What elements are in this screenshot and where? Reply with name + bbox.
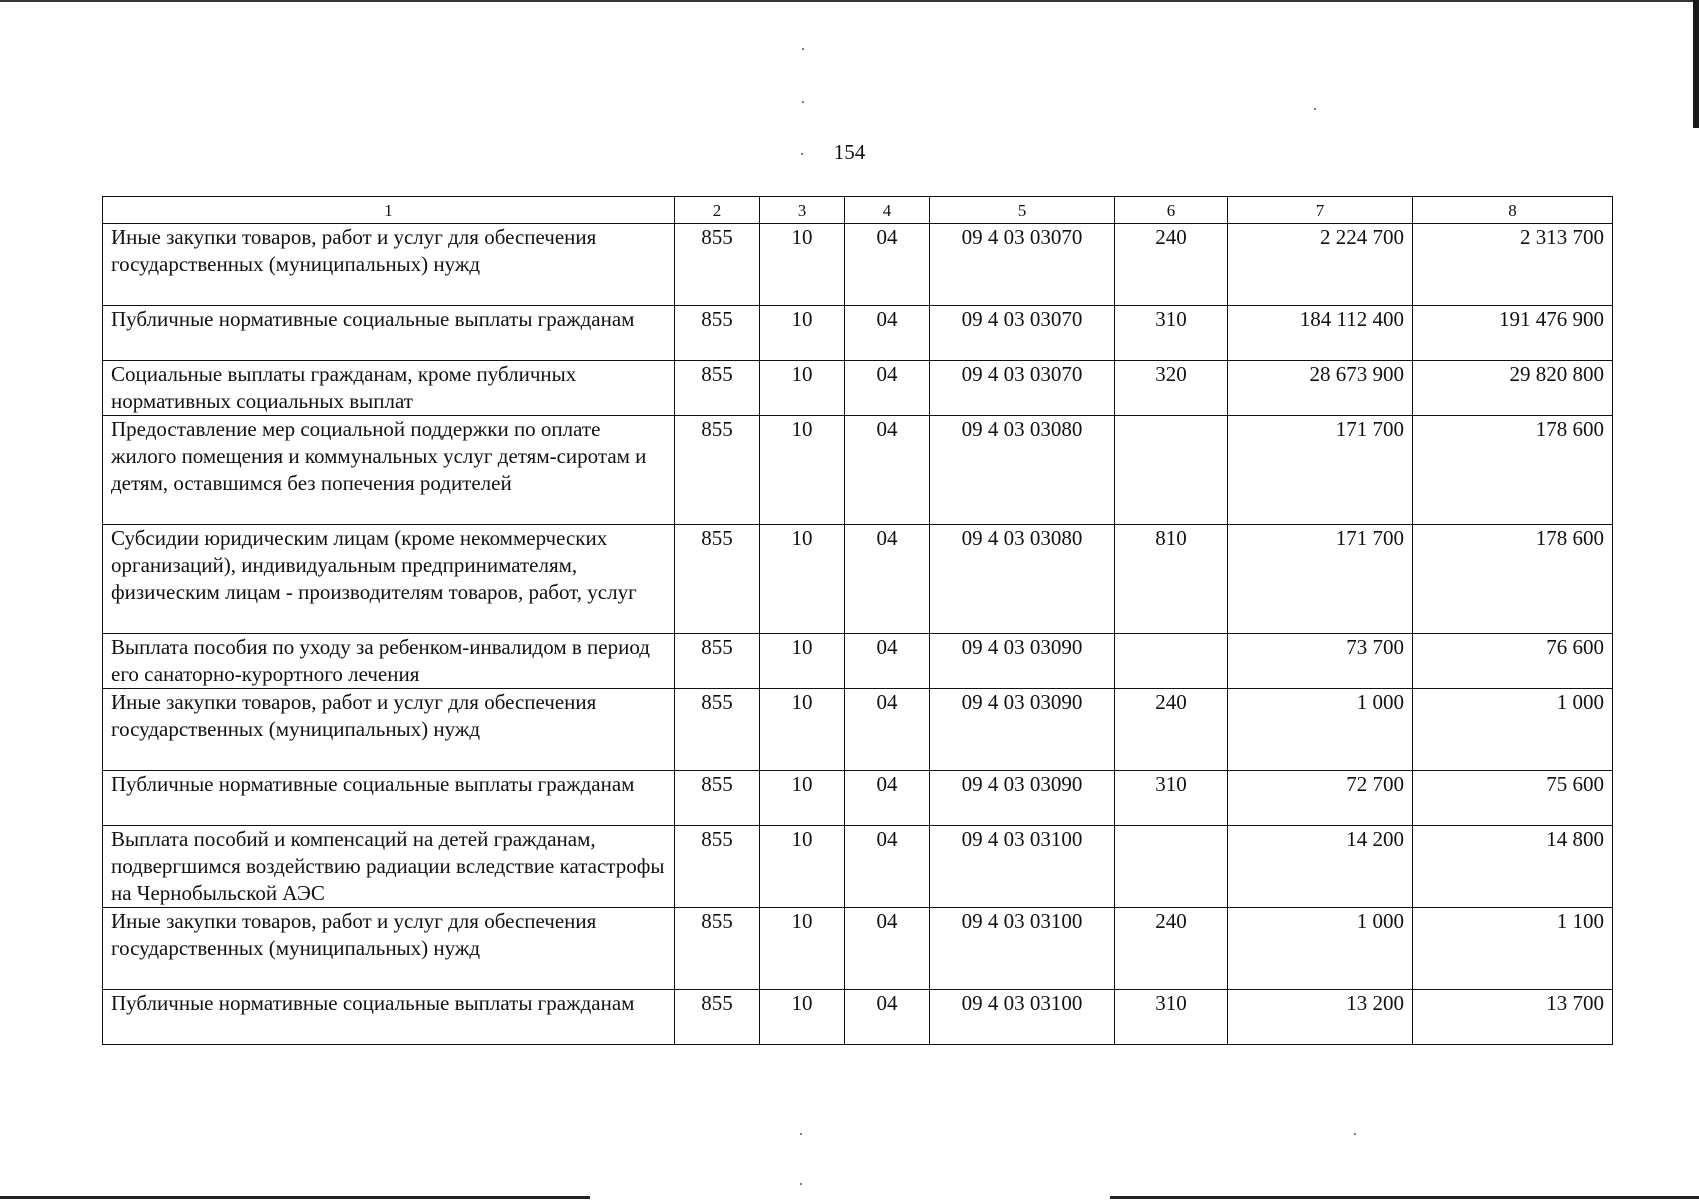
row-col2: 855 <box>675 634 760 689</box>
table-header <box>103 197 1613 224</box>
row-col4: 04 <box>845 525 930 634</box>
row-col5: 09 4 03 03070 <box>930 224 1115 306</box>
row-col4: 04 <box>845 416 930 525</box>
header-col-4: 4 <box>845 197 930 224</box>
table-body <box>103 224 1613 1045</box>
row-col7: 73 700 <box>1228 634 1413 689</box>
row-col2: 855 <box>675 525 760 634</box>
table-row <box>103 826 1613 908</box>
table-row <box>103 689 1613 771</box>
table-row <box>103 306 1613 361</box>
row-col6 <box>1115 634 1228 689</box>
budget-table <box>102 196 1613 1045</box>
row-col8: 29 820 800 <box>1413 361 1613 416</box>
row-col7: 2 224 700 <box>1228 224 1413 306</box>
header-col-2: 2 <box>675 197 760 224</box>
row-col4: 04 <box>845 689 930 771</box>
table-row <box>103 634 1613 689</box>
row-description: Иные закупки товаров, работ и услуг для обеспечения государственных (муниципальных) нужд <box>103 224 675 306</box>
scan-speck <box>802 101 804 103</box>
header-col-3: 3 <box>760 197 845 224</box>
bottom-rule-left <box>0 1196 590 1199</box>
row-col2: 855 <box>675 908 760 990</box>
row-col2: 855 <box>675 361 760 416</box>
row-col7: 1 000 <box>1228 689 1413 771</box>
row-col2: 855 <box>675 224 760 306</box>
row-col4: 04 <box>845 826 930 908</box>
row-col5: 09 4 03 03080 <box>930 525 1115 634</box>
scan-speck <box>800 1133 802 1135</box>
row-description: Выплата пособия по уходу за ребенком-инвалидом в период его санаторно-курортного лечения <box>103 634 675 689</box>
row-col8: 178 600 <box>1413 525 1613 634</box>
row-col7: 171 700 <box>1228 525 1413 634</box>
page-number: 154 <box>833 140 866 164</box>
row-col3: 10 <box>760 826 845 908</box>
row-col4: 04 <box>845 990 930 1045</box>
row-col8: 191 476 900 <box>1413 306 1613 361</box>
row-col7: 13 200 <box>1228 990 1413 1045</box>
row-col6: 810 <box>1115 525 1228 634</box>
row-col4: 04 <box>845 634 930 689</box>
table-row <box>103 361 1613 416</box>
row-description: Иные закупки товаров, работ и услуг для обеспечения государственных (муниципальных) нужд <box>103 689 675 771</box>
row-col2: 855 <box>675 689 760 771</box>
row-col5: 09 4 03 03100 <box>930 826 1115 908</box>
row-col5: 09 4 03 03080 <box>930 416 1115 525</box>
row-col8: 2 313 700 <box>1413 224 1613 306</box>
table-row <box>103 416 1613 525</box>
row-description: Социальные выплаты гражданам, кроме публичных нормативных социальных выплат <box>103 361 675 416</box>
row-col4: 04 <box>845 306 930 361</box>
row-col7: 28 673 900 <box>1228 361 1413 416</box>
scan-speck <box>1354 1133 1356 1135</box>
scan-top-edge <box>0 0 1699 2</box>
row-col3: 10 <box>760 689 845 771</box>
row-col7: 171 700 <box>1228 416 1413 525</box>
row-col8: 13 700 <box>1413 990 1613 1045</box>
row-col3: 10 <box>760 908 845 990</box>
row-col2: 855 <box>675 826 760 908</box>
row-col8: 1 100 <box>1413 908 1613 990</box>
row-description: Предоставление мер социальной поддержки по оплате жилого помещения и коммунальных услуг детям-сиротам и детям, оставшимся без попечения родителей <box>103 416 675 525</box>
row-description: Публичные нормативные социальные выплаты гражданам <box>103 771 675 826</box>
table-row <box>103 908 1613 990</box>
row-col5: 09 4 03 03090 <box>930 771 1115 826</box>
row-col6: 310 <box>1115 771 1228 826</box>
row-col8: 178 600 <box>1413 416 1613 525</box>
bottom-rule-right <box>1110 1196 1699 1199</box>
row-col2: 855 <box>675 416 760 525</box>
row-col4: 04 <box>845 224 930 306</box>
header-col-8: 8 <box>1413 197 1613 224</box>
row-col7: 14 200 <box>1228 826 1413 908</box>
scan-right-edge <box>1693 0 1699 128</box>
row-col4: 04 <box>845 361 930 416</box>
row-col8: 76 600 <box>1413 634 1613 689</box>
row-col5: 09 4 03 03090 <box>930 689 1115 771</box>
table-row <box>103 771 1613 826</box>
header-col-6: 6 <box>1115 197 1228 224</box>
row-col6 <box>1115 826 1228 908</box>
row-col4: 04 <box>845 908 930 990</box>
row-col2: 855 <box>675 990 760 1045</box>
row-col8: 75 600 <box>1413 771 1613 826</box>
header-col-7: 7 <box>1228 197 1413 224</box>
row-description: Выплата пособий и компенсаций на детей гражданам, подвергшимся воздействию радиации вследствие катастрофы на Чернобыльской АЭС <box>103 826 675 908</box>
row-col7: 184 112 400 <box>1228 306 1413 361</box>
scan-speck <box>802 48 804 50</box>
row-col5: 09 4 03 03090 <box>930 634 1115 689</box>
row-col6 <box>1115 416 1228 525</box>
row-col3: 10 <box>760 361 845 416</box>
row-col5: 09 4 03 03070 <box>930 361 1115 416</box>
row-col3: 10 <box>760 224 845 306</box>
row-col3: 10 <box>760 634 845 689</box>
row-col4: 04 <box>845 771 930 826</box>
row-description: Публичные нормативные социальные выплаты гражданам <box>103 306 675 361</box>
row-col7: 72 700 <box>1228 771 1413 826</box>
table-row <box>103 525 1613 634</box>
row-col3: 10 <box>760 306 845 361</box>
row-col2: 855 <box>675 306 760 361</box>
row-col7: 1 000 <box>1228 908 1413 990</box>
row-col2: 855 <box>675 771 760 826</box>
row-col6: 320 <box>1115 361 1228 416</box>
row-description: Публичные нормативные социальные выплаты гражданам <box>103 990 675 1045</box>
row-col5: 09 4 03 03070 <box>930 306 1115 361</box>
scan-speck <box>1314 108 1316 110</box>
row-col6: 240 <box>1115 908 1228 990</box>
row-col6: 240 <box>1115 689 1228 771</box>
row-col5: 09 4 03 03100 <box>930 908 1115 990</box>
row-description: Субсидии юридическим лицам (кроме некоммерческих организаций), индивидуальным предпринимателям, физическим лицам - производителям товаров, работ, услуг <box>103 525 675 634</box>
table-row <box>103 990 1613 1045</box>
row-col3: 10 <box>760 771 845 826</box>
scan-speck <box>800 1183 802 1185</box>
row-col6: 240 <box>1115 224 1228 306</box>
header-col-1: 1 <box>103 197 675 224</box>
row-col8: 1 000 <box>1413 689 1613 771</box>
row-col6: 310 <box>1115 990 1228 1045</box>
row-col3: 10 <box>760 990 845 1045</box>
row-col5: 09 4 03 03100 <box>930 990 1115 1045</box>
row-col3: 10 <box>760 525 845 634</box>
header-row <box>103 197 1613 224</box>
row-description: Иные закупки товаров, работ и услуг для обеспечения государственных (муниципальных) нужд <box>103 908 675 990</box>
table-row <box>103 224 1613 306</box>
row-col8: 14 800 <box>1413 826 1613 908</box>
header-col-5: 5 <box>930 197 1115 224</box>
row-col3: 10 <box>760 416 845 525</box>
row-col6: 310 <box>1115 306 1228 361</box>
